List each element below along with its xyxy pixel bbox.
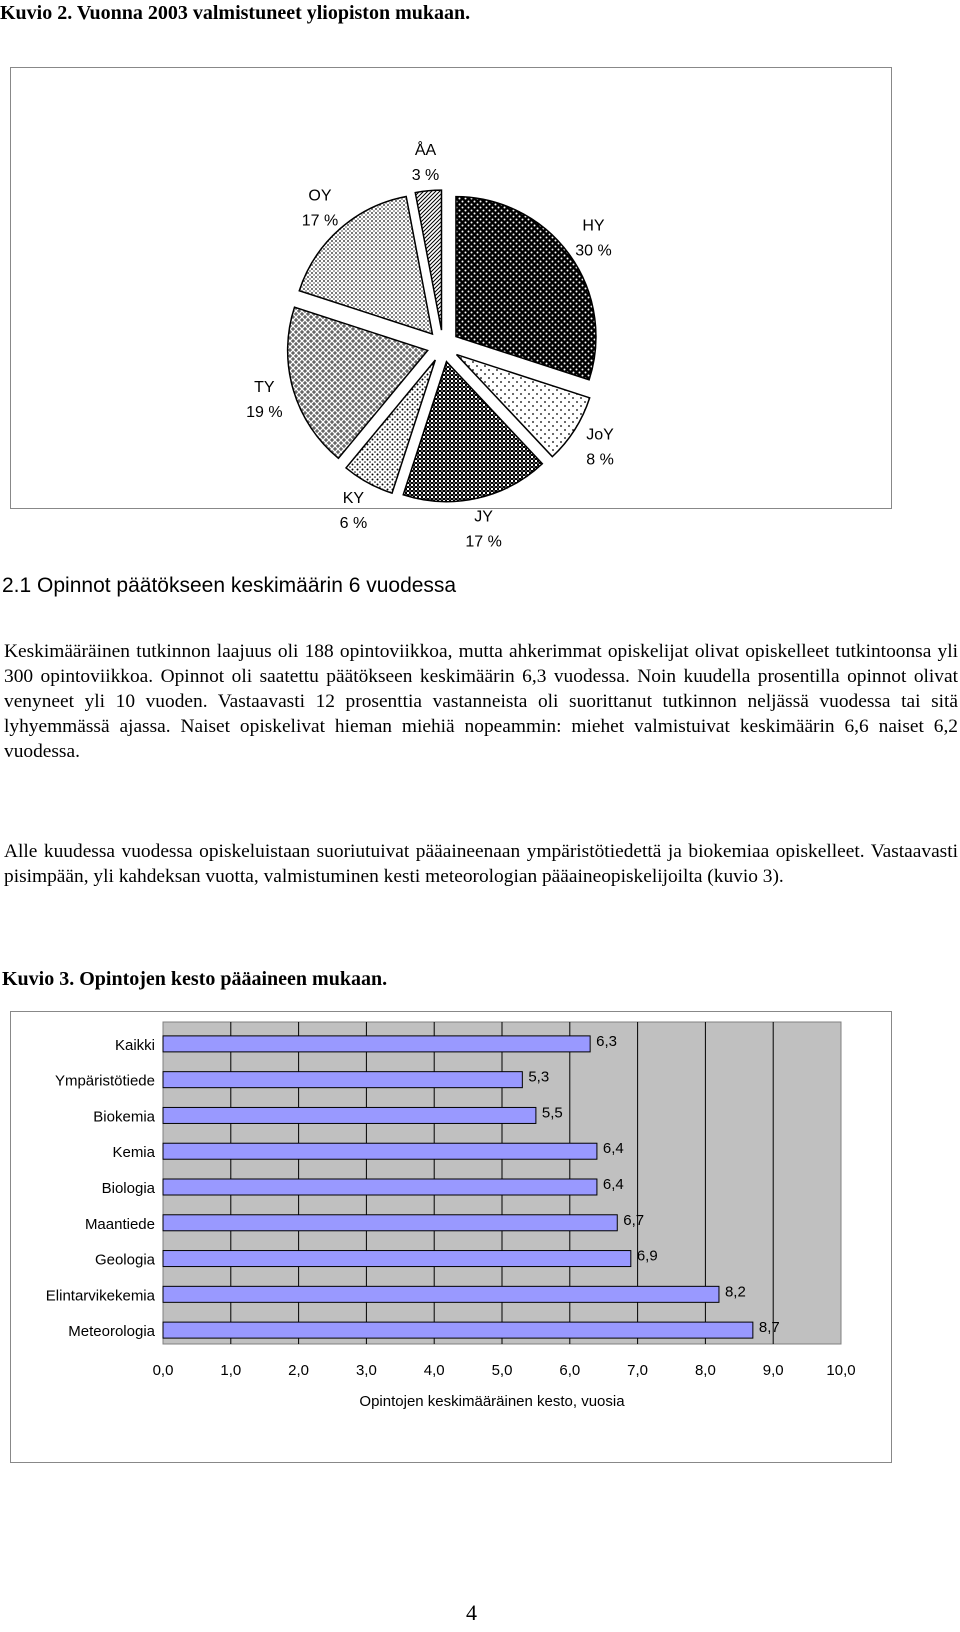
pie-label-percent: 17 % xyxy=(301,212,339,230)
category-label: Biologia xyxy=(101,1180,155,1197)
x-tick-label: 1,0 xyxy=(220,1362,242,1379)
pie-label-name: HY xyxy=(582,217,605,235)
bar-chart xyxy=(11,1012,891,1462)
pie-slice-hy-0 xyxy=(456,197,596,380)
x-tick-label: 10,0 xyxy=(826,1362,856,1379)
pie-label-name: JY xyxy=(474,508,493,526)
x-axis-label: Opintojen keskimääräinen kesto, vuosia xyxy=(359,1393,625,1410)
category-label: Geologia xyxy=(94,1251,155,1269)
category-label: Maantiede xyxy=(84,1215,155,1233)
x-tick-label: 2,0 xyxy=(288,1362,310,1379)
value-label: 6,3 xyxy=(596,1032,617,1050)
value-label: 6,4 xyxy=(602,1140,624,1158)
x-tick-label: 0,0 xyxy=(152,1362,174,1379)
bar-8 xyxy=(163,1322,753,1338)
x-tick-label: 8,0 xyxy=(694,1362,716,1379)
pie-label-name: ÅA xyxy=(414,141,437,159)
bar-1 xyxy=(163,1072,522,1088)
figure-2-caption: Kuvio 2. Vuonna 2003 valmistuneet yliopiston mukaan. xyxy=(0,2,471,24)
value-label: 5,3 xyxy=(528,1068,550,1086)
value-label: 6,9 xyxy=(636,1247,658,1265)
pie-label-name: KY xyxy=(342,489,365,507)
bar-4 xyxy=(163,1179,597,1195)
pie-chart xyxy=(11,68,891,551)
section-heading: 2.1 Opinnot päätökseen keskimäärin 6 vuodessa xyxy=(2,574,457,597)
pie-slices xyxy=(288,190,596,502)
pie-label-name: TY xyxy=(254,378,275,396)
x-tick-label: 7,0 xyxy=(627,1362,649,1379)
pie-label-percent: 6 % xyxy=(339,514,368,532)
x-tick-label: 6,0 xyxy=(559,1362,581,1379)
body-paragraph-1: Keskimääräinen tutkinnon laajuus oli 188 opintoviikkoa, mutta ahkerimmat opiskelijat olivat opiskelleet tutkintoonsa yli 300 opintoviikkoa. Opinnot oli saatettu päätökseen keskimäärin 6,3 vuodessa. Noin kuudella prosentilla opinnot olivat venyneet yli 10 vuoden. Vastaavasti 12 prosenttia vastanneista oli suorittanut tutkinnon neljässä vuodessa tai sitä lyhyemmässä ajassa. Naiset opiskelivat hieman miehiä nopeammin: miehet valmistuivat keskimäärin 6,6 naiset 6,2 vuodessa. xyxy=(4,641,958,762)
category-label: Meteorologia xyxy=(68,1323,155,1341)
pie-label-percent: 30 % xyxy=(575,242,612,260)
x-tick-label: 9,0 xyxy=(762,1362,784,1379)
page-number: 4 xyxy=(466,1600,477,1625)
x-tick-label: 5,0 xyxy=(491,1362,513,1379)
pie-label-name: JoY xyxy=(586,426,614,444)
x-tick-label: 3,0 xyxy=(355,1362,377,1379)
pie-label-percent: 3 % xyxy=(411,166,440,184)
pie-label-percent: 8 % xyxy=(586,451,614,469)
value-label: 8,2 xyxy=(724,1283,746,1301)
value-label: 6,7 xyxy=(623,1211,645,1229)
bar-7 xyxy=(163,1286,719,1302)
bar-5 xyxy=(163,1215,617,1231)
category-labels xyxy=(46,1037,156,1340)
value-label: 6,4 xyxy=(602,1176,624,1193)
pie-chart-frame xyxy=(10,67,892,551)
category-label: Elintarvikekemia xyxy=(45,1287,155,1305)
bar-3 xyxy=(163,1143,597,1159)
x-tick-labels xyxy=(153,1362,856,1379)
value-label: 5,5 xyxy=(541,1104,563,1122)
category-label: Kaikki xyxy=(114,1036,155,1054)
category-label: Kemia xyxy=(112,1144,155,1162)
bar-chart-frame xyxy=(10,1011,892,1463)
pie-label-name: OY xyxy=(308,187,332,205)
category-label: Biokemia xyxy=(93,1108,155,1126)
bar-6 xyxy=(163,1251,631,1267)
category-label: Ympäristötiede xyxy=(54,1072,155,1090)
bar-2 xyxy=(163,1107,536,1123)
figure-3-caption: Kuvio 3. Opintojen kesto pääaineen mukaan. xyxy=(2,968,388,990)
bar-0 xyxy=(163,1036,590,1052)
pie-label-percent: 17 % xyxy=(465,533,502,551)
body-paragraph-2: Alle kuudessa vuodessa opiskeluistaan suoriutuivat pääaineenaan ympäristötiedettä ja biokemiaa opiskelleet. Vastaavasti pisimpään, yli kahdeksan vuotta, valmistuminen kesti meteorologian pääaineopiskelijoilta (kuvio 3). xyxy=(4,841,958,887)
x-tick-label: 4,0 xyxy=(423,1362,445,1379)
pie-label-percent: 19 % xyxy=(246,403,283,421)
value-label: 8,7 xyxy=(758,1319,780,1337)
